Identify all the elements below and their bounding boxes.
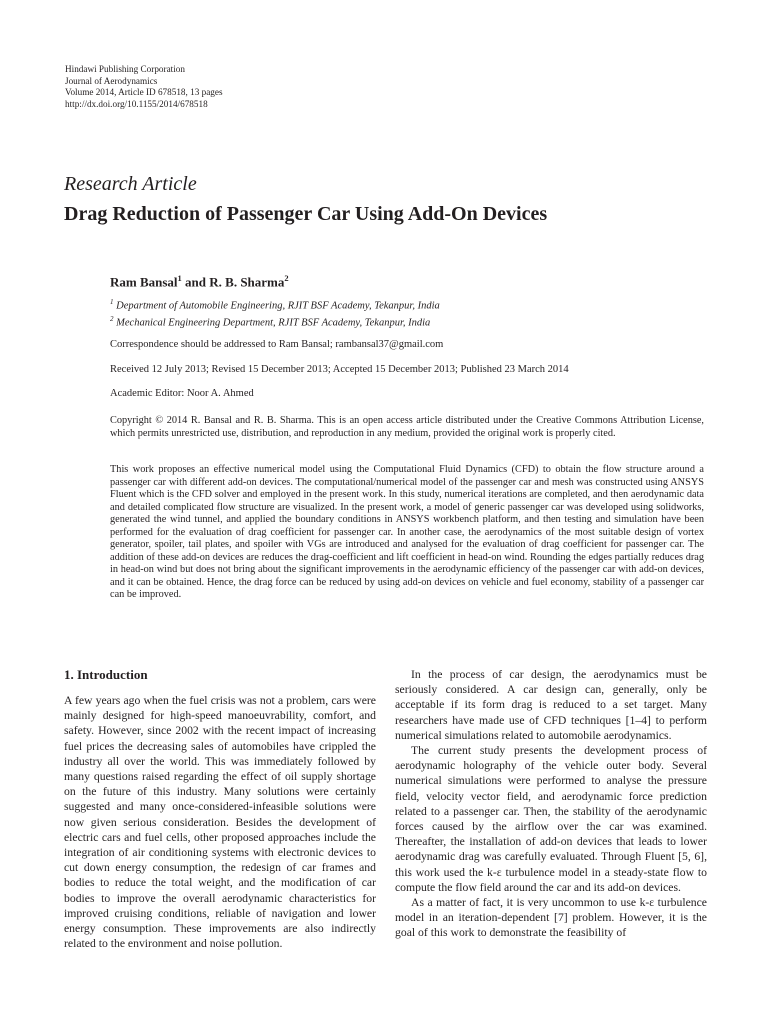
body-paragraph: In the process of car design, the aerodynamics must be seriously considered. A car design can, generally, only be acceptable if its form drag is reduced to a set target. Many researchers have made use of CFD techniques [1–4] to perform numerical simulations related to automobile aerodynamics. xyxy=(395,668,707,742)
author-name: R. B. Sharma xyxy=(209,274,285,290)
author-affiliation-mark: 1 xyxy=(177,273,182,283)
abstract: This work proposes an effective numerical model using the Computational Fluid Dynamics (CFD) to obtain the flow structure around a passenger car with different add-on devices. The computational/numerical model of the passenger car and mesh was constructed using ANSYS Fluent which is the CFD solver and employed in the present work. In this study, numerical iterations are completed, and then aerodynamic data and detailed complicated flow structure are visualized. In the present work, a model of generic passenger car was developed using solidworks, generated the wind tunnel, and applied the boundary conditions in ANSYS workbench platform, and then testing and simulation have been performed for the evaluation of drag coefficient for passenger car. In another case, the aerodynamics of the most suitable design of vortex generator, spoiler, tail plates, and spoiler with VGs are introduced and analysed for the evaluation of drag coefficient for passenger car. The addition of these add-on devices are reduces the drag-coefficient and lift coefficient in head-on wind. Rounding the edges partially reduces drag in head-on wind but does not bring about the significant improvements in the aerodynamic efficiency of the passenger car with add-on devices, and it can be obtained. Hence, the drag force can be reduced by using add-on devices on vehicle and fuel economy, stability of a passenger car can be improved. xyxy=(110,464,704,600)
volume-info: Volume 2014, Article ID 678518, 13 pages xyxy=(65,87,223,98)
doi-link[interactable]: http://dx.doi.org/10.1155/2014/678518 xyxy=(65,98,208,109)
affiliation xyxy=(110,298,440,312)
affiliation xyxy=(110,315,430,329)
author-affiliation-mark: 2 xyxy=(284,273,289,283)
body-paragraph: As a matter of fact, it is very uncommon to use k-ε turbulence model in an iteration-dependent [7] problem. However, it is the goal of this work to demonstrate the feasibility of xyxy=(395,896,707,940)
affiliation-text: Mechanical Engineering Department, RJIT BSF Academy, Tekanpur, India xyxy=(116,317,431,329)
publication-dates: Received 12 July 2013; Revised 15 December 2013; Accepted 15 December 2013; Published 23 March 2014 xyxy=(110,364,569,375)
author-name: Ram Bansal xyxy=(110,274,178,290)
affiliation-mark: 1 xyxy=(110,298,114,306)
body-paragraph: The current study presents the development process of aerodynamic holography of the vehicle outer body. Several numerical simulations were performed to analyse the pressure field, velocity vector field, and aerodynamic force prediction related to a passenger car. Then, the stability of the aerodynamic forces caused by the airflow over the car was examined. Thereafter, the installation of add-on devices that leads to lower aerodynamic drag was carefully evaluated. Through Fluent [5, 6], this work used the k-ε turbulence model in a steady-state flow to compute the flow field around the car and its add-on devices. xyxy=(395,744,707,894)
publisher-name: Hindawi Publishing Corporation xyxy=(65,64,185,74)
paper-title: Drag Reduction of Passenger Car Using Add-On Devices xyxy=(64,203,548,225)
left-column xyxy=(64,667,376,951)
author-joiner: and xyxy=(181,274,210,290)
section-heading: 1. Introduction xyxy=(64,667,148,682)
author-list xyxy=(110,273,289,290)
article-type: Research Article xyxy=(64,173,197,195)
journal-masthead xyxy=(65,64,223,110)
right-column xyxy=(395,667,707,941)
body-paragraph: A few years ago when the fuel crisis was not a problem, cars were mainly designed for high-speed manoeuvrability, comfort, and safety. However, since 2002 with the recent impact of increasing fuel prices the decreasing sales of automobiles have crippled the industry all over the world. This was immediately followed by many questions raised regarding the effect of oil supply shortage on the future of this industry. Many solutions were certainly suggested and many once-considered-infeasible solutions were now given serious consideration. Besides the development of electric cars and fuel cells, other proposed approaches include the integration of air conditioning systems with electronic devices to cut down energy consumption, the redesign of car frames and bodies to reduce the total weight, and the modification of car bodies to improve the overall aerodynamic characteristics for improved cruising conditions, reliable of navigation and lower energy consumption. These improvements are also indirectly related to the environment and noise pollution. xyxy=(64,694,376,951)
journal-name: Journal of Aerodynamics xyxy=(65,75,158,86)
affiliation-text: Department of Automobile Engineering, RJIT BSF Academy, Tekanpur, India xyxy=(116,300,440,312)
copyright-notice: Copyright © 2014 R. Bansal and R. B. Sharma. This is an open access article distributed under the Creative Commons Attribution License, which permits unrestricted use, distribution, and reproduction in any medium, provided the original work is properly cited. xyxy=(110,415,704,439)
academic-editor: Academic Editor: Noor A. Ahmed xyxy=(110,388,254,399)
correspondence: Correspondence should be addressed to Ram Bansal; rambansal37@gmail.com xyxy=(110,339,444,350)
affiliation-mark: 2 xyxy=(110,315,114,323)
